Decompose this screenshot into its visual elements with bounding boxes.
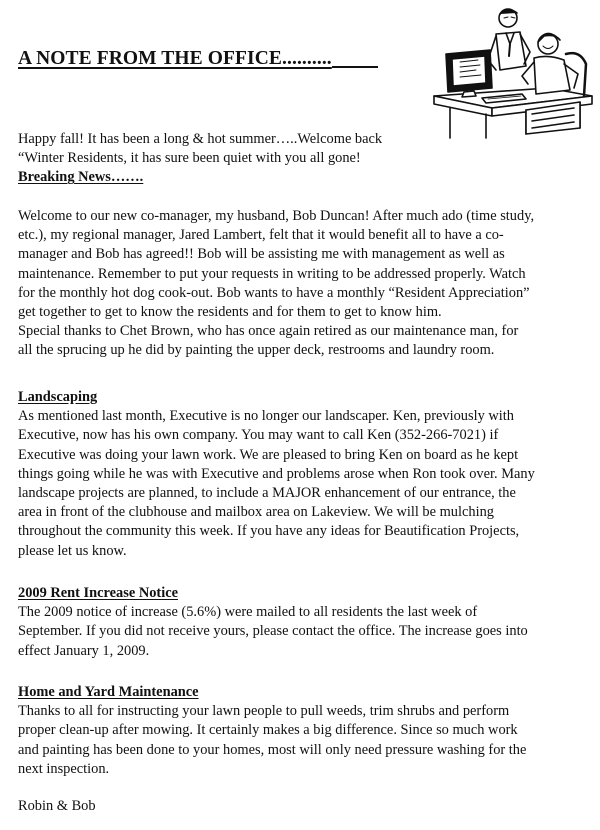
landscaping-line: throughout the community this week. If you have any ideas for Beautification Projects, <box>18 523 520 540</box>
breaking-news-line: all the sprucing up he did by painting the upper deck, restrooms and laundry room. <box>18 342 495 359</box>
rent-notice-section <box>18 584 590 661</box>
intro-paragraph <box>18 130 590 188</box>
landscaping-line: As mentioned last month, Executive is no longer our landscaper. Ken, previously with <box>18 408 514 425</box>
rent-notice-line: effect January 1, 2009. <box>18 642 150 659</box>
breaking-news-line: get together to get to know the residents and for them to get to know him. <box>18 304 442 321</box>
landscaping-section <box>18 388 590 561</box>
breaking-news-heading: Breaking News……. <box>18 169 144 186</box>
maintenance-line: next inspection. <box>18 760 110 777</box>
page-title <box>18 48 378 70</box>
office-workers-at-computer-icon <box>430 4 596 140</box>
maintenance-line: proper clean-up after mowing. It certainly makes a big difference. Since so much work <box>18 722 518 739</box>
landscaping-heading: Landscaping <box>18 389 98 405</box>
intro-line: Happy fall! It has been a long & hot summer…..Welcome back <box>18 131 383 147</box>
intro-line: “Winter Residents, it has sure been quiet with you all gone! <box>18 150 361 167</box>
breaking-news-line: etc.), my regional manager, Jared Lambert, felt that it would benefit all to have a co- <box>18 227 504 244</box>
breaking-news-line: Special thanks to Chet Brown, who has once again retired as our maintenance man, for <box>18 323 519 340</box>
rent-notice-heading: 2009 Rent Increase Notice <box>18 585 178 601</box>
maintenance-line: Thanks to all for instructing your lawn people to pull weeds, trim shrubs and perform <box>18 703 510 720</box>
breaking-news-line: for the monthly hot dog cook-out. Bob wants to have a monthly “Resident Appreciation” <box>18 284 530 301</box>
breaking-news-section <box>18 207 590 361</box>
page-title-text: A NOTE FROM THE OFFICE.......... <box>18 48 332 69</box>
signature: Robin & Bob <box>18 798 96 814</box>
maintenance-heading: Home and Yard Maintenance <box>18 684 199 700</box>
maintenance-section <box>18 683 590 779</box>
landscaping-line: things going while he was with Executive and problems arose when Ron took over. Many <box>18 465 535 482</box>
landscaping-line: please let us know. <box>18 542 127 559</box>
title-underline-extension <box>332 66 378 68</box>
breaking-news-line: manager and Bob has agreed!! Bob will be assisting me with management as well as <box>18 246 505 263</box>
landscaping-line: area in front of the clubhouse and mailbox area on Lakeview. We will be mulching <box>18 504 494 521</box>
breaking-news-line: Welcome to our new co-manager, my husband, Bob Duncan! After much ado (time study, <box>18 208 535 224</box>
maintenance-line: and painting has been done to your homes, most will only need pressure washing for the <box>18 741 527 758</box>
landscaping-line: Executive was doing your lawn work. We are pleased to bring Ken on board as he kept <box>18 446 519 463</box>
rent-notice-line: The 2009 notice of increase (5.6%) were mailed to all residents the last week of <box>18 604 478 621</box>
breaking-news-line: maintenance. Remember to put your requests in writing to be addressed properly. Watch <box>18 265 526 282</box>
landscaping-line: landscape projects are planned, to include a MAJOR enhancement of our entrance, the <box>18 485 516 502</box>
landscaping-line: Executive, now has his own company. You may want to call Ken (352-266-7021) if <box>18 427 499 444</box>
rent-notice-line: September. If you did not receive yours, please contact the office. The increase goes into <box>18 623 528 640</box>
